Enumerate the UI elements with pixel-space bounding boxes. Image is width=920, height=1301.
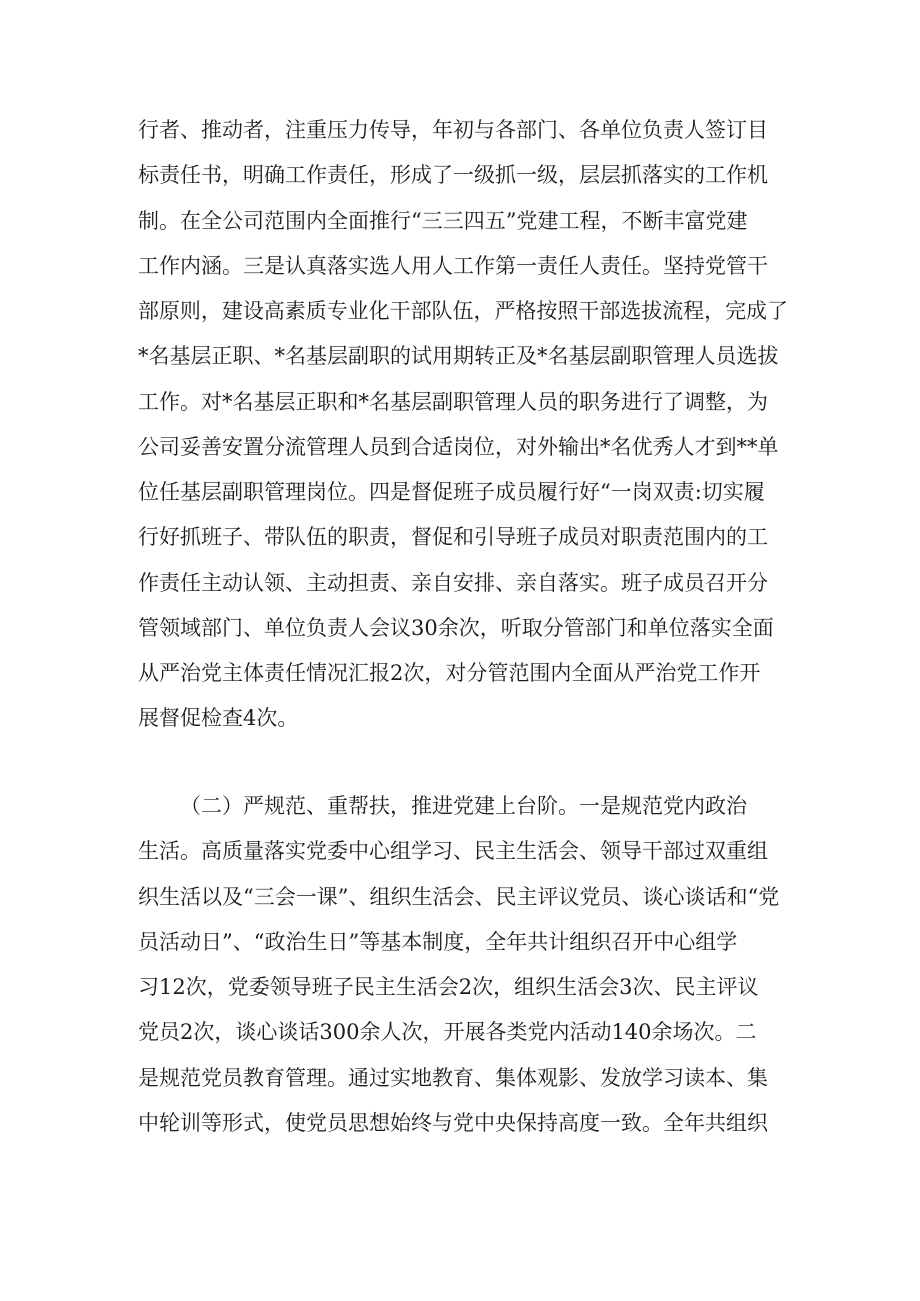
- paragraph-1-line: 展督促检查4次。: [138, 706, 299, 730]
- paragraph-2-line: 是规范党员教育管理。通过实地教育、集体观影、发放学习读本、集: [138, 1066, 768, 1090]
- paragraph-2-heading-line: （二）严规范、重帮扶，推进党建上台阶。一是规范党内政治: [180, 794, 747, 818]
- paragraph-1-line: 管领域部门、单位负责人会议30余次，听取分管部门和单位落实全面: [138, 616, 774, 640]
- paragraph-2-line: 生活。高质量落实党委中心组学习、民主生活会、领导干部过双重组: [138, 839, 768, 863]
- paragraph-2-line: 中轮训等形式，使党员思想始终与党中央保持高度一致。全年共组织: [138, 1111, 768, 1135]
- paragraph-2-line: 员活动日”、“政治生日”等基本制度，全年共计组织召开中心组学: [138, 930, 738, 954]
- paragraph-1-line: 工作。对*名基层正职和*名基层副职管理人员的职务进行了调整，为: [138, 390, 768, 414]
- paragraph-1-line: 工作内涵。三是认真落实选人用人工作第一责任人责任。坚持党管干: [138, 254, 768, 278]
- paragraph-1-line: *名基层正职、*名基层副职的试用期转正及*名基层副职管理人员选拔: [138, 344, 779, 368]
- paragraph-1-line: 标责任书，明确工作责任，形成了一级抓一级，层层抓落实的工作机: [138, 163, 768, 187]
- paragraph-1-line: 行好抓班子、带队伍的职责，督促和引导班子成员对职责范围内的工: [138, 525, 768, 549]
- paragraph-1-line: 制。在全公司范围内全面推行“三三四五”党建工程，不断丰富党建: [138, 209, 748, 233]
- paragraph-2-line: 织生活以及“三会一课”、组织生活会、民主评议党员、谈心谈话和“党: [138, 885, 780, 909]
- paragraph-1-line: 行者、推动者，注重压力传导，年初与各部门、各单位负责人签订目: [138, 118, 768, 142]
- paragraph-1-line: 部原则，建设高素质专业化干部队伍，严格按照干部选拔流程，完成了: [138, 299, 788, 323]
- paragraph-1-line: 从严治党主体责任情况汇报2次，对分管范围内全面从严治党工作开: [138, 661, 761, 685]
- paragraph-1-line: 位任基层副职管理岗位。四是督促班子成员履行好“一岗双责:切实履: [138, 480, 765, 504]
- paragraph-2-line: 党员2次，谈心谈话300余人次，开展各类党内活动140余场次。二: [138, 1020, 757, 1044]
- paragraph-1-line: 作责任主动认领、主动担责、亲自安排、亲自落实。班子成员召开分: [138, 571, 768, 595]
- paragraph-1-line: 公司妥善安置分流管理人员到合适岗位，对外输出*名优秀人才到**单: [138, 435, 779, 459]
- paragraph-2-line: 习12次，党委领导班子民主生活会2次，组织生活会3次、民主评议: [138, 975, 759, 999]
